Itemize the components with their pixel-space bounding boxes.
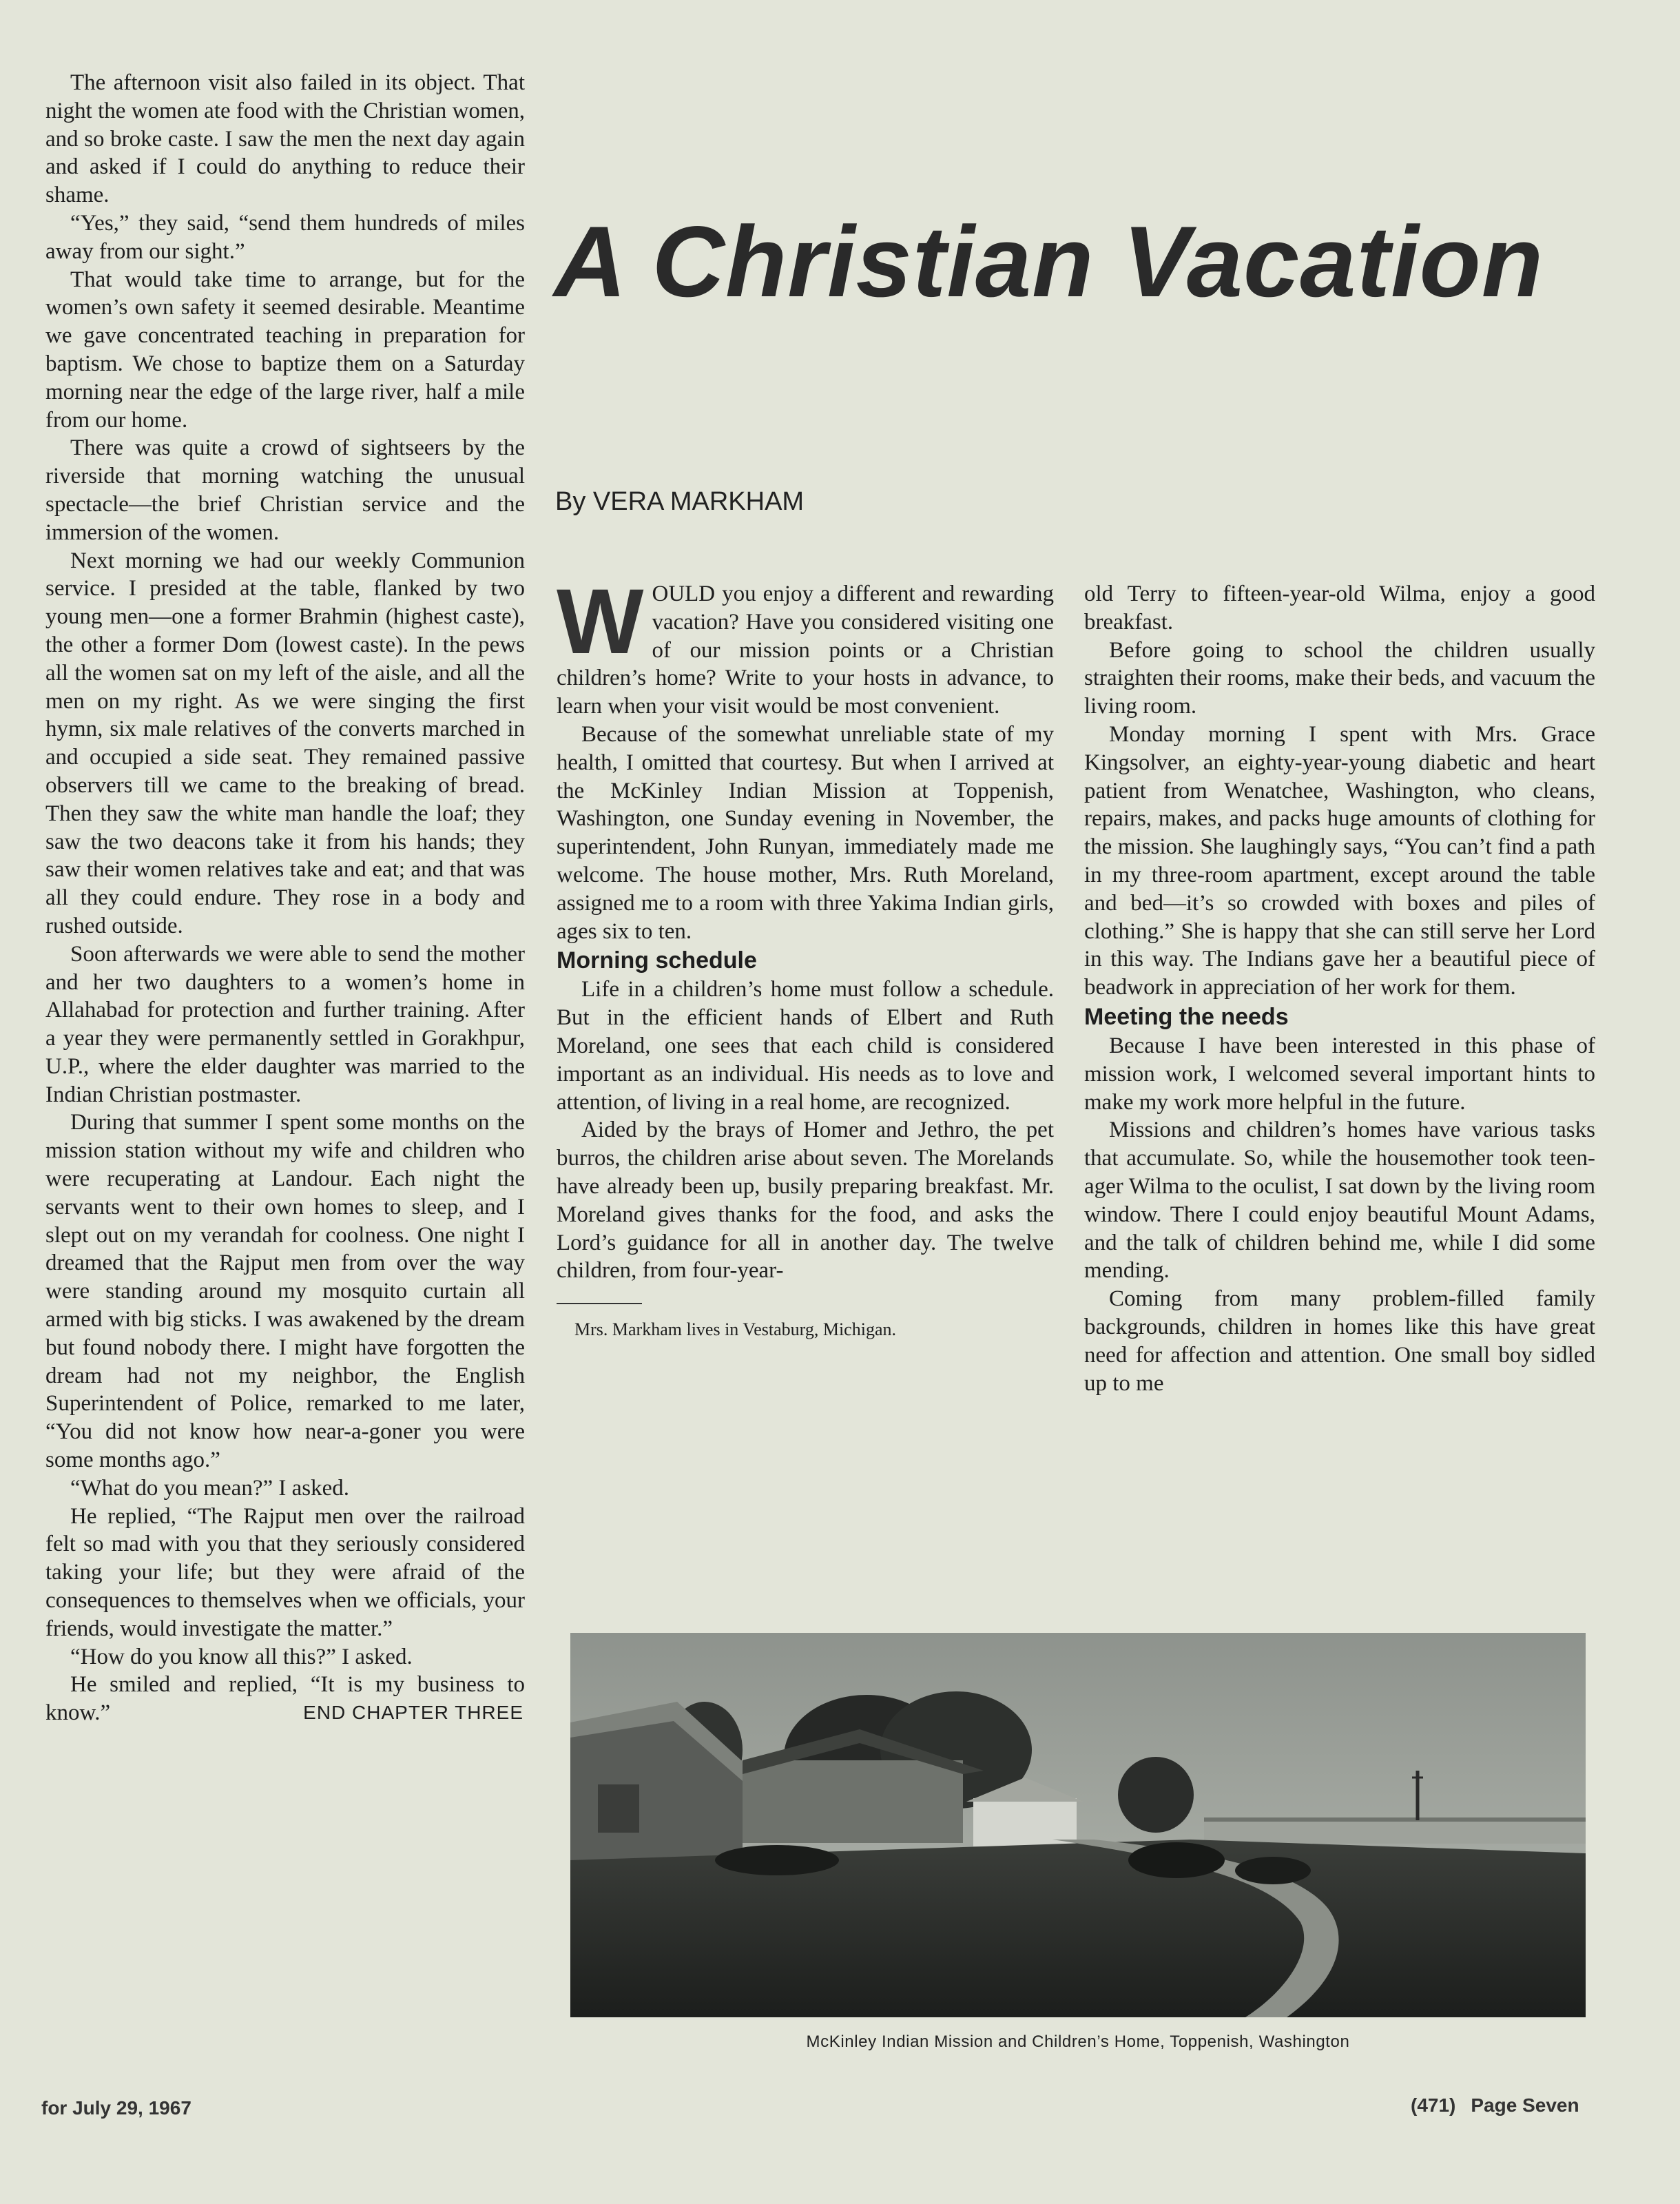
paragraph: old Terry to fifteen-year-old Wilma, enjoy a good breakfast. [1084,581,1595,635]
paragraph: There was quite a crowd of sightseers by the riverside that morning watching the unusual spectacle—the brief Christian service and the immersion of the women. [45,435,525,545]
distant-building [1204,1820,1586,1844]
page-label: Page Seven [1471,2094,1579,2116]
article-byline: By VERA MARKHAM [555,487,805,516]
photo-caption: McKinley Indian Mission and Children’s Home, Toppenish, Washington [806,2032,1350,2051]
author-note: Mrs. Markham lives in Vestaburg, Michigan. [574,1319,896,1340]
paragraph: He replied, “The Rajput men over the railroad felt so mad with you that they seriously considered taking your life; but they were afraid of the consequences to themselves when we officials, your friends, would investigate the matter.” [45,1503,525,1641]
shrub [1235,1857,1311,1884]
paragraph: “Yes,” they said, “send them hundreds of miles away from our sight.” [45,210,525,264]
paragraph: Life in a children’s home must follow a schedule. But in the efficient hands of Elbert and Ruth Moreland, one sees that each child is considered important as an individual. His needs as to love and attention, of living in a real home, are recognized. [557,977,1054,1115]
paragraph: The afternoon visit also failed in its object. That night the women ate food with the Christian women, and so broke caste. I saw the men the next day again and asked if I could do anything to reduce their shame. [45,70,525,208]
paragraph: Aided by the brays of Homer and Jethro, the pet burros, the children arise about seven. The Morelands have already been up, busily preparing breakfast. Mr. Moreland gives thanks for the food, and asks the Lord’s guidance for all in another day. The twelve children, from four-year- [557,1118,1054,1284]
lead-paragraph [557,570,1054,721]
paragraph-text: He smiled and replied, “It is my business to know.” [45,1672,525,1726]
tree [1118,1757,1194,1833]
footnote-divider [557,1303,642,1304]
shrub [1128,1842,1225,1878]
distant-roofline [1204,1817,1586,1822]
building-window [598,1784,639,1833]
drop-cap: W [557,570,644,673]
paragraph [45,1671,525,1727]
right-column-article [1084,580,1595,1397]
white-house [973,1798,1077,1846]
paragraph: “What do you mean?” I asked. [70,1475,349,1501]
page-footer [1411,2094,1579,2117]
middle-column-article [557,570,1054,1341]
page-number: (471) [1411,2094,1456,2116]
paragraph: Because I have been interested in this phase of mission work, I welcomed several important hints to make my work more helpful in the future. [1084,1033,1595,1115]
paragraph: Because of the somewhat unreliable state of my health, I omitted that courtesy. But when I arrived at the McKinley Indian Mission at Toppenish, Washington, one Sunday evening in November, the superintendent, John Runyan, immediately made me welcome. The house mother, Mrs. Ruth Moreland, assigned me to a room with three Yakima Indian girls, ages six to ten. [557,721,1054,944]
section-heading: Morning schedule [557,947,757,974]
paragraph: Monday morning I spent with Mrs. Grace Kingsolver, an eighty-year-young diabetic and heart patient from Wenatchee, Washington, who cleans, repairs, makes, and packs huge amounts of clothing for the mission. She laughingly says, “You can’t find a path in my three-room apartment, except around the table and bed—it’s so crowded with boxes and piles of clothing.” She is happy that she can still serve her Lord in this way. The Indians gave her a beautiful piece of beadwork in appreciation of her work for them. [1084,721,1595,1000]
article-title: A Christian Vacation [554,205,1544,318]
paragraph: Missions and children’s homes have various tasks that accumulate. So, while the housemother took teen-ager Wilma to the oculist, I sat down by the living room window. There I could enjoy beautiful Mount Adams, and the talk of children behind me, while I did some mending. [1084,1118,1595,1284]
shrub [715,1845,839,1875]
mission-photo [570,1633,1586,2017]
paragraph: During that summer I spent some months on the mission station without my wife and children who were recuperating at Landour. Each night the servants went to their own homes to sleep, and I slept out on my verandah for coolness. One night I dreamed that the Rajput men from over the way were standing around my mosquito curtain all armed with big sticks. I was awakened by the dream but found nobody there. I might have forgotten the dream had not my neighbor, the English Superintendent of Police, remarked to me later, “You did not know how near-a-goner you were some months ago.” [45,1110,525,1473]
left-column-story [45,69,525,1727]
lead-text: OULD you enjoy a different and rewarding vacation? Have you considered visiting one of our mission points or a Christian children’s home? Write to your hosts in advance, to learn when your visit would be most convenient. [557,581,1054,719]
long-building [743,1760,963,1843]
end-chapter-label: END CHAPTER THREE [303,1702,523,1724]
paragraph: That would take time to arrange, but for the women’s own safety it seemed desirable. Meantime we gave concentrated teaching in preparation for baptism. We chose to baptize them on a Saturday morning near the edge of the large river, half a mile from our home. [45,267,525,433]
paragraph: “How do you know all this?” I asked. [70,1644,413,1669]
issue-date: for July 29, 1967 [41,2097,191,2119]
paragraph: Coming from many problem-filled family backgrounds, children in homes like this have great need for affection and attention. One small boy sidled up to me [1084,1286,1595,1396]
paragraph: Before going to school the children usually straighten their rooms, make their beds, and vacuum the living room. [1084,637,1595,719]
paragraph: Next morning we had our weekly Communion service. I presided at the table, flanked by two young men—one a former Brahmin (highest caste), the other a former Dom (lowest caste). In the pews all the women sat on my left of the aisle, and all the men on my right. As we were singing the first hymn, six male relatives of the converts marched in and occupied a side seat. They remained passive observers till we came to the breaking of bread. Then they saw the white man handle the loaf; they saw the two deacons take it from his hands; they saw their women relatives take and eat; and that was all they could endure. They rose in a body and rushed outside. [45,548,525,938]
paragraph: Soon afterwards we were able to send the mother and her two daughters to a women’s home in Allahabad for protection and further training. After a year they were permanently settled in Gorakhpur, U.P., where the elder daughter was married to the Indian Christian postmaster. [45,941,525,1107]
section-heading: Meeting the needs [1084,1003,1289,1030]
